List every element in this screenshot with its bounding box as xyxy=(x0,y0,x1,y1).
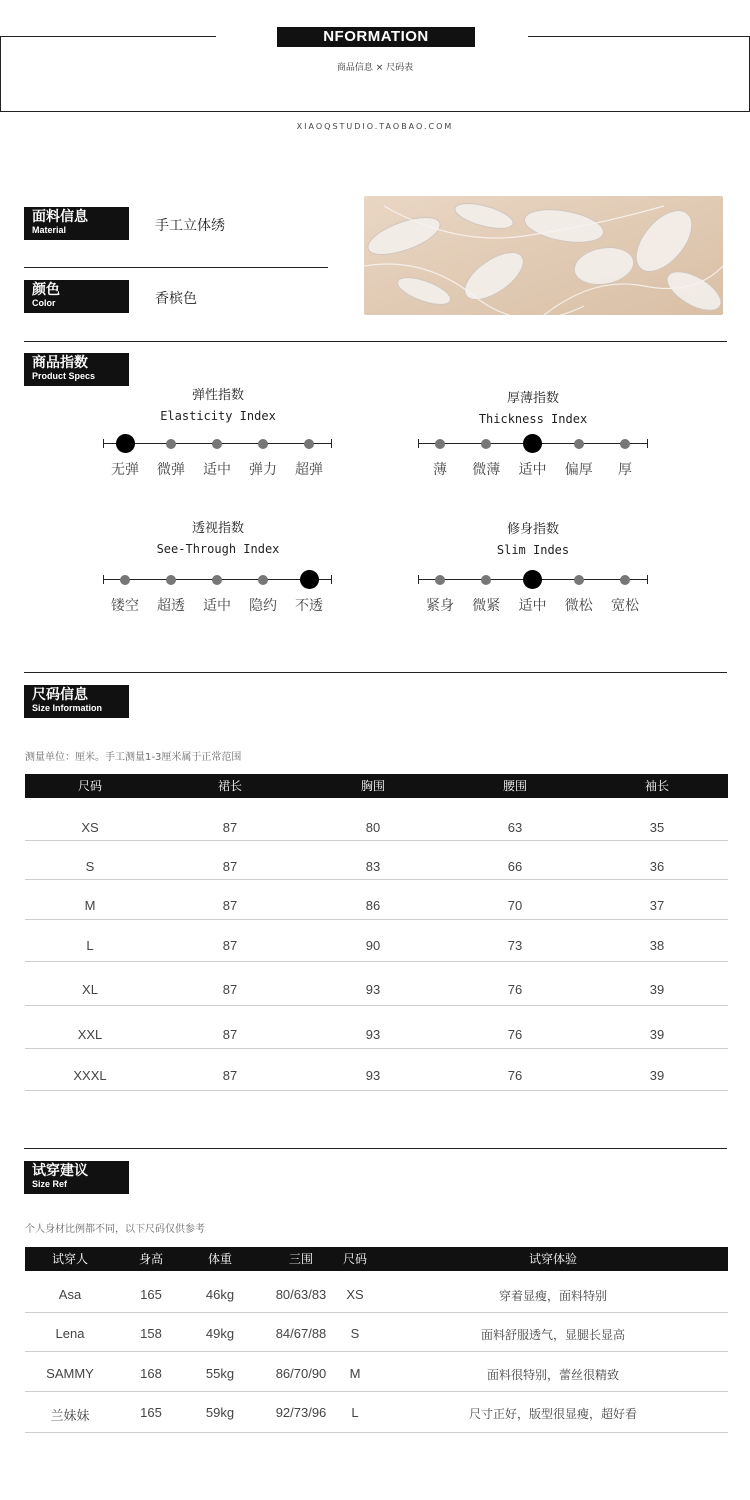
fabric-swatch-image xyxy=(364,196,723,315)
slim-scale-dot xyxy=(435,575,445,585)
size-cell-size: XS xyxy=(81,820,99,835)
size-cell-bust: 90 xyxy=(365,938,381,953)
size-cell-bust: 86 xyxy=(365,898,381,913)
elasticity-option-label: 无弹 xyxy=(111,462,139,478)
fit-cell-height: 158 xyxy=(140,1326,162,1341)
specs-tag-cn: 商品指数 xyxy=(32,355,88,371)
size-cell-length: 87 xyxy=(222,820,238,835)
fit-col-person: 试穿人 xyxy=(51,1252,88,1266)
see-through-scale-dot xyxy=(120,575,130,585)
fit-cell-experience: 面料很特别，蕾丝很精致 xyxy=(486,1368,619,1382)
material-tag xyxy=(24,207,129,240)
color-tag-en: Color xyxy=(32,298,56,308)
size-cell-bust: 93 xyxy=(365,1027,381,1042)
size-cell-size: S xyxy=(85,859,95,874)
size-cell-waist: 66 xyxy=(507,859,523,874)
specs-tag xyxy=(24,353,129,386)
fit-cell-size: S xyxy=(350,1326,360,1341)
size-cell-waist: 73 xyxy=(507,938,523,953)
elasticity-scale-end-cap xyxy=(331,439,332,448)
size-cell-sleeve: 39 xyxy=(649,1027,665,1042)
size-cell-length: 87 xyxy=(222,1027,238,1042)
elasticity-option-label: 超弹 xyxy=(295,462,323,478)
fit-row-divider xyxy=(25,1351,728,1352)
size-tag xyxy=(24,685,129,718)
fit-col-size: 尺码 xyxy=(342,1252,367,1266)
fit-cell-height: 168 xyxy=(140,1366,162,1381)
size-cell-length: 87 xyxy=(222,859,238,874)
thickness-selected-marker xyxy=(523,434,542,453)
header-line-right xyxy=(528,36,750,37)
size-cell-length: 87 xyxy=(222,1068,238,1083)
shop-url[interactable]: XIAOQSTUDIO.TAOBAO.COM xyxy=(296,122,454,131)
elasticity-option-label: 微弹 xyxy=(157,462,185,478)
thickness-scale-dot xyxy=(574,439,584,449)
fit-col-weight: 体重 xyxy=(207,1252,232,1266)
thickness-option-label: 偏厚 xyxy=(564,462,593,478)
material-tag-en: Material xyxy=(32,225,67,235)
page-subtitle: 商品信息 × 尺码表 xyxy=(336,63,414,73)
page-title: NFORMATION xyxy=(277,27,475,47)
size-cell-sleeve: 35 xyxy=(649,820,665,835)
fit-cell-experience: 面料舒服透气，显腿长显高 xyxy=(480,1328,625,1342)
thickness-scale-start-cap xyxy=(418,439,419,448)
size-note: 测量单位：厘米。手工测量1-3厘米属于正常范围 xyxy=(25,752,242,763)
see-through-scale-dot xyxy=(212,575,222,585)
size-row-divider xyxy=(25,1005,728,1006)
fit-cell-person: 兰妹妹 xyxy=(50,1408,90,1423)
fit-cell-measure: 80/63/83 xyxy=(275,1287,327,1302)
fit-cell-experience: 穿着显瘦，面料特别 xyxy=(498,1289,607,1303)
slim-option-label: 微紧 xyxy=(472,598,501,614)
size-cell-length: 87 xyxy=(222,982,238,997)
fit-cell-size: M xyxy=(349,1366,361,1381)
fit-cell-weight: 46kg xyxy=(205,1287,235,1302)
elasticity-scale-dot xyxy=(304,439,314,449)
size-cell-sleeve: 36 xyxy=(649,859,665,874)
fit-cell-person: Asa xyxy=(58,1287,82,1302)
fit-cell-measure: 84/67/88 xyxy=(275,1326,327,1341)
see-through-index-en: See-Through Index xyxy=(156,542,280,556)
header-frame xyxy=(0,36,750,112)
material-tag-cn: 面料信息 xyxy=(32,209,88,225)
slim-scale-start-cap xyxy=(418,575,419,584)
thickness-option-label: 薄 xyxy=(433,462,447,478)
slim-selected-marker xyxy=(523,570,542,589)
fit-cell-height: 165 xyxy=(140,1287,162,1302)
size-cell-length: 87 xyxy=(222,898,238,913)
slim-scale-dot xyxy=(574,575,584,585)
fit-cell-height: 165 xyxy=(140,1405,162,1420)
size-cell-size: XXXL xyxy=(73,1068,107,1083)
size-row-divider xyxy=(25,879,728,880)
fit-col-measure: 三围 xyxy=(288,1252,313,1266)
see-through-option-label: 镂空 xyxy=(111,598,139,614)
size-table-header xyxy=(25,774,728,798)
fit-cell-person: SAMMY xyxy=(46,1366,94,1381)
fit-tag-cn: 试穿建议 xyxy=(32,1163,88,1179)
elasticity-option-label: 弹力 xyxy=(249,462,277,478)
slim-index-en: Slim Indes xyxy=(496,543,570,557)
fit-tag-en: Size Ref xyxy=(32,1179,68,1189)
size-row-divider xyxy=(25,1048,728,1049)
elasticity-scale-dot xyxy=(212,439,222,449)
size-col-size: 尺码 xyxy=(77,779,102,793)
fit-cell-experience: 尺寸正好，版型很显瘦，超好看 xyxy=(468,1407,637,1421)
size-col-waist: 腰围 xyxy=(502,779,527,793)
size-cell-length: 87 xyxy=(222,938,238,953)
elasticity-option-label: 适中 xyxy=(203,462,231,478)
size-col-length: 裙长 xyxy=(217,779,242,793)
see-through-index-title: 透视指数 xyxy=(191,521,244,536)
size-cell-bust: 83 xyxy=(365,859,381,874)
see-through-selected-marker xyxy=(300,570,319,589)
size-row-divider xyxy=(25,919,728,920)
slim-option-label: 适中 xyxy=(518,598,547,614)
fit-cell-size: XS xyxy=(346,1287,364,1302)
size-col-bust: 胸围 xyxy=(360,779,385,793)
see-through-scale-dot xyxy=(166,575,176,585)
slim-index-title: 修身指数 xyxy=(506,522,559,537)
see-through-option-label: 隐约 xyxy=(249,598,277,614)
color-tag xyxy=(24,280,129,313)
size-cell-size: XL xyxy=(82,982,98,997)
thickness-scale-end-cap xyxy=(647,439,648,448)
elasticity-index-title: 弹性指数 xyxy=(191,388,244,403)
see-through-option-label: 超透 xyxy=(157,598,185,614)
fit-cell-weight: 49kg xyxy=(205,1326,235,1341)
thickness-option-label: 厚 xyxy=(618,462,632,478)
size-row-divider xyxy=(25,1090,728,1091)
elasticity-scale-start-cap xyxy=(103,439,104,448)
fit-cell-weight: 55kg xyxy=(205,1366,235,1381)
see-through-option-label: 适中 xyxy=(203,598,231,614)
fit-row-divider xyxy=(25,1432,728,1433)
elasticity-scale-dot xyxy=(258,439,268,449)
specs-divider-top xyxy=(24,341,727,342)
size-cell-waist: 76 xyxy=(507,1027,523,1042)
fit-divider-top xyxy=(24,1148,727,1149)
thickness-option-label: 适中 xyxy=(518,462,547,478)
size-cell-bust: 93 xyxy=(365,1068,381,1083)
size-cell-waist: 70 xyxy=(507,898,523,913)
see-through-scale-dot xyxy=(258,575,268,585)
embroidery-illustration xyxy=(364,196,723,315)
fit-row-divider xyxy=(25,1312,728,1313)
size-cell-waist: 76 xyxy=(507,1068,523,1083)
thickness-scale-dot xyxy=(435,439,445,449)
slim-option-label: 宽松 xyxy=(611,598,639,614)
size-cell-sleeve: 39 xyxy=(649,1068,665,1083)
thickness-index-title: 厚薄指数 xyxy=(506,391,559,406)
see-through-scale-end-cap xyxy=(331,575,332,584)
see-through-option-label: 不透 xyxy=(295,598,323,614)
material-value: 手工立体绣 xyxy=(155,218,225,234)
thickness-option-label: 微薄 xyxy=(472,462,501,478)
size-cell-bust: 93 xyxy=(365,982,381,997)
size-cell-size: L xyxy=(86,938,94,953)
size-cell-waist: 63 xyxy=(507,820,523,835)
slim-scale-end-cap xyxy=(647,575,648,584)
specs-tag-en: Product Specs xyxy=(32,371,96,381)
slim-option-label: 微松 xyxy=(564,598,593,614)
size-cell-sleeve: 37 xyxy=(649,898,665,913)
fit-cell-measure: 86/70/90 xyxy=(275,1366,327,1381)
size-cell-bust: 80 xyxy=(365,820,381,835)
see-through-scale-start-cap xyxy=(103,575,104,584)
size-tag-cn: 尺码信息 xyxy=(32,687,88,703)
thickness-index-en: Thickness Index xyxy=(478,412,588,426)
slim-scale-dot xyxy=(481,575,491,585)
size-col-sleeve: 袖长 xyxy=(644,779,669,793)
size-tag-en: Size Information xyxy=(32,703,103,713)
fit-row-divider xyxy=(25,1391,728,1392)
size-cell-size: M xyxy=(84,898,96,913)
thickness-scale-dot xyxy=(481,439,491,449)
slim-option-label: 紧身 xyxy=(426,598,454,614)
fit-tag xyxy=(24,1161,129,1194)
elasticity-index-en: Elasticity Index xyxy=(160,409,276,423)
size-row-divider xyxy=(25,840,728,841)
size-cell-sleeve: 39 xyxy=(649,982,665,997)
fit-cell-weight: 59kg xyxy=(205,1405,235,1420)
elasticity-selected-marker xyxy=(116,434,135,453)
fit-col-height: 身高 xyxy=(138,1252,163,1266)
fit-cell-person: Lena xyxy=(55,1326,85,1341)
size-row-divider xyxy=(25,961,728,962)
material-divider xyxy=(24,267,328,268)
size-divider-top xyxy=(24,672,727,673)
size-cell-sleeve: 38 xyxy=(649,938,665,953)
color-tag-cn: 颜色 xyxy=(32,282,60,298)
size-cell-size: XXL xyxy=(77,1027,103,1042)
fit-cell-size: L xyxy=(351,1405,359,1420)
fit-note: 个人身材比例都不同，以下尺码仅供参考 xyxy=(25,1224,205,1235)
elasticity-scale-dot xyxy=(166,439,176,449)
size-cell-waist: 76 xyxy=(507,982,523,997)
fit-cell-measure: 92/73/96 xyxy=(275,1405,327,1420)
header-line-left xyxy=(0,36,216,37)
thickness-scale-dot xyxy=(620,439,630,449)
fit-table-header xyxy=(25,1247,728,1271)
slim-scale-dot xyxy=(620,575,630,585)
color-value: 香槟色 xyxy=(155,291,197,307)
fit-col-experience: 试穿体验 xyxy=(528,1252,577,1266)
